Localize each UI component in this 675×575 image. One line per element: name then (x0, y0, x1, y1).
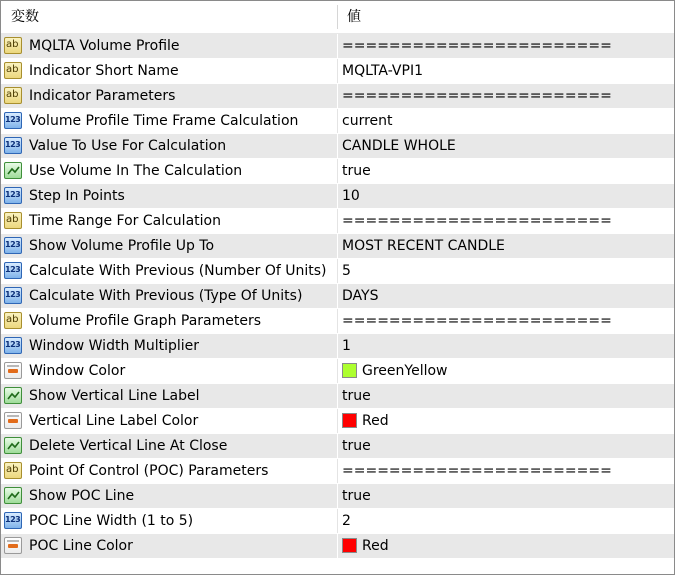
icon-glyph: 123 (5, 515, 21, 524)
integer-type-icon (4, 262, 22, 279)
parameter-value[interactable]: ======================= (342, 38, 612, 54)
color-type-icon (4, 537, 22, 554)
boolean-type-icon (4, 437, 22, 454)
string-type-icon (4, 37, 22, 54)
cell-separator (337, 234, 338, 258)
parameter-rows (1, 34, 674, 559)
parameter-row[interactable] (1, 284, 674, 309)
parameter-value[interactable]: CANDLE WHOLE (342, 138, 456, 154)
string-type-icon (4, 87, 22, 104)
toggle-glyph (5, 438, 21, 453)
cell-separator (337, 384, 338, 408)
cell-separator (337, 84, 338, 108)
parameter-row[interactable] (1, 309, 674, 334)
color-icon-bar (8, 544, 18, 548)
parameter-value[interactable]: true (342, 388, 371, 404)
color-icon-line (7, 365, 19, 367)
string-type-icon (4, 62, 22, 79)
icon-glyph: 123 (5, 340, 21, 349)
integer-type-icon (4, 112, 22, 129)
parameter-row[interactable] (1, 34, 674, 59)
parameter-value[interactable]: ======================= (342, 88, 612, 104)
icon-glyph: ab (6, 214, 19, 225)
icon-glyph: 123 (5, 190, 21, 199)
parameter-row[interactable] (1, 159, 674, 184)
parameter-name: Delete Vertical Line At Close (29, 438, 228, 454)
integer-type-icon (4, 337, 22, 354)
string-type-icon (4, 312, 22, 329)
icon-glyph: 123 (5, 140, 21, 149)
icon-glyph: 123 (5, 240, 21, 249)
parameter-row[interactable] (1, 384, 674, 409)
cell-separator (337, 434, 338, 458)
integer-type-icon (4, 287, 22, 304)
parameter-value[interactable]: GreenYellow (362, 363, 448, 379)
parameter-row[interactable] (1, 209, 674, 234)
integer-type-icon (4, 187, 22, 204)
parameter-row[interactable] (1, 484, 674, 509)
parameter-row[interactable] (1, 359, 674, 384)
parameter-value[interactable]: Red (362, 538, 389, 554)
icon-glyph: 123 (5, 115, 21, 124)
cell-separator (337, 259, 338, 283)
icon-glyph: 123 (5, 290, 21, 299)
parameter-value[interactable]: 10 (342, 188, 360, 204)
parameter-value[interactable]: current (342, 113, 393, 129)
parameter-row[interactable] (1, 259, 674, 284)
integer-type-icon (4, 137, 22, 154)
parameter-name: Use Volume In The Calculation (29, 163, 243, 179)
parameter-value[interactable]: true (342, 438, 371, 454)
color-icon-bar (8, 419, 18, 423)
parameter-row[interactable] (1, 109, 674, 134)
cell-separator (337, 309, 338, 333)
string-type-icon (4, 462, 22, 479)
parameter-name: Show Volume Profile Up To (29, 238, 215, 254)
cell-separator (337, 484, 338, 508)
parameter-value[interactable]: ======================= (342, 463, 612, 479)
color-type-icon (4, 362, 22, 379)
parameter-name: Show Vertical Line Label (29, 388, 200, 404)
cell-separator (337, 509, 338, 533)
parameter-name: Vertical Line Label Color (29, 413, 199, 429)
icon-glyph: 123 (5, 265, 21, 274)
boolean-type-icon (4, 387, 22, 404)
parameter-name: Point Of Control (POC) Parameters (29, 463, 269, 479)
cell-separator (337, 109, 338, 133)
parameter-row[interactable] (1, 459, 674, 484)
parameter-name: Window Color (29, 363, 126, 379)
toggle-glyph (5, 388, 21, 403)
parameter-row[interactable] (1, 409, 674, 434)
parameter-row[interactable] (1, 184, 674, 209)
parameter-name: Indicator Short Name (29, 63, 179, 79)
string-type-icon (4, 212, 22, 229)
parameter-name: Calculate With Previous (Number Of Units) (29, 263, 327, 279)
color-type-icon (4, 412, 22, 429)
cell-separator (337, 334, 338, 358)
cell-separator (337, 409, 338, 433)
cell-separator (337, 534, 338, 558)
cell-separator (337, 284, 338, 308)
variable-column-header[interactable]: 変数 (11, 9, 39, 25)
boolean-type-icon (4, 162, 22, 179)
toggle-glyph (5, 163, 21, 178)
icon-glyph: ab (6, 314, 19, 325)
parameter-value[interactable]: true (342, 163, 371, 179)
parameter-value[interactable]: 1 (342, 338, 351, 354)
color-icon-bar (8, 369, 18, 373)
parameter-name: POC Line Width (1 to 5) (29, 513, 194, 529)
parameter-name: Calculate With Previous (Type Of Units) (29, 288, 303, 304)
color-icon-line (7, 540, 19, 542)
cell-separator (337, 134, 338, 158)
parameter-value[interactable]: ======================= (342, 313, 612, 329)
icon-glyph: ab (6, 39, 19, 50)
parameter-row[interactable] (1, 84, 674, 109)
parameter-name: POC Line Color (29, 538, 133, 554)
parameter-row[interactable] (1, 334, 674, 359)
parameter-value[interactable]: 5 (342, 263, 351, 279)
cell-separator (337, 209, 338, 233)
parameter-name: Value To Use For Calculation (29, 138, 227, 154)
color-icon-line (7, 415, 19, 417)
cell-separator (337, 34, 338, 58)
parameter-value[interactable]: true (342, 488, 371, 504)
cell-separator (337, 59, 338, 83)
color-swatch[interactable] (342, 363, 357, 378)
boolean-type-icon (4, 487, 22, 504)
color-swatch[interactable] (342, 538, 357, 553)
parameter-value[interactable]: Red (362, 413, 389, 429)
integer-type-icon (4, 512, 22, 529)
cell-separator (337, 184, 338, 208)
cell-separator (337, 359, 338, 383)
value-column-header[interactable]: 値 (347, 9, 361, 25)
parameter-value[interactable]: MQLTA-VPI1 (342, 63, 423, 79)
parameter-row[interactable] (1, 234, 674, 259)
parameter-name: Volume Profile Time Frame Calculation (29, 113, 299, 129)
parameter-name: Indicator Parameters (29, 88, 176, 104)
toggle-glyph (5, 488, 21, 503)
parameter-row[interactable] (1, 59, 674, 84)
parameter-name: Step In Points (29, 188, 125, 204)
column-separator[interactable] (337, 5, 338, 29)
grid-header (1, 1, 674, 34)
icon-glyph: ab (6, 64, 19, 75)
parameter-row[interactable] (1, 534, 674, 559)
cell-separator (337, 459, 338, 483)
parameter-value[interactable]: DAYS (342, 288, 379, 304)
parameter-name: Window Width Multiplier (29, 338, 200, 354)
integer-type-icon (4, 237, 22, 254)
icon-glyph: ab (6, 89, 19, 100)
parameter-row[interactable] (1, 509, 674, 534)
icon-glyph: ab (6, 464, 19, 475)
color-swatch[interactable] (342, 413, 357, 428)
cell-separator (337, 159, 338, 183)
parameter-name: Volume Profile Graph Parameters (29, 313, 262, 329)
parameter-value[interactable]: ======================= (342, 213, 612, 229)
parameter-name: Show POC Line (29, 488, 135, 504)
parameter-value[interactable]: 2 (342, 513, 351, 529)
parameter-name: MQLTA Volume Profile (29, 38, 180, 54)
parameter-value[interactable]: MOST RECENT CANDLE (342, 238, 505, 254)
parameter-name: Time Range For Calculation (29, 213, 221, 229)
parameter-row[interactable] (1, 134, 674, 159)
parameter-row[interactable] (1, 434, 674, 459)
